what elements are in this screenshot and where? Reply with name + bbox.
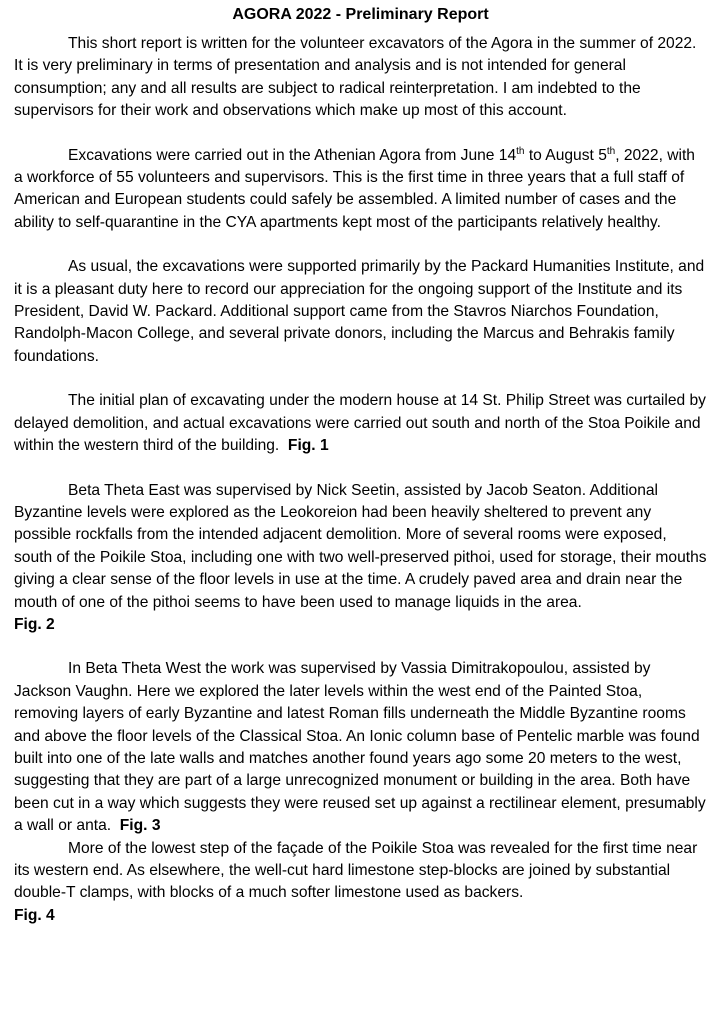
paragraph-excavation-dates [14,145,707,235]
fig-1-reference: Fig. 1 [287,437,329,455]
beta-theta-west-text: In Beta Theta West the work was supervised by Vassia Dimitrakopoulou, assisted by Jackson Vaughn. Here we explored the later levels within the west end of the Painted Stoa, removing layers of early Byzantine and latest Roman fills underneath the Middle Byzantine rooms and above the floor levels of the Classical Stoa. An Ionic column base of Pentelic marble was found built into one of the late walls and matches another found years ago some 20 meters to the west, suggesting that they are part of a large unrecognized monument or building in the area. Both have been cut in a way which suggests they were reused set up against a rectilinear element, presumably a wall or anta. [14,660,706,835]
fig-4-reference: Fig. 4 [14,906,55,924]
dates-text-c: , 2022, with a workforce of 55 volunteers and supervisors. This is the first time in three years that a full staff of American and European students could safely be assembled. A limited number of cases and the ability to self-quarantine in the CYA apartments kept most of the participants relatively healthy. [14,146,695,231]
superscript-th-2: th [606,145,616,157]
fig-2-reference: Fig. 2 [14,615,55,633]
fig-3-reference: Fig. 3 [119,817,161,835]
paragraph-beta-theta-west [14,658,707,837]
dates-text-a: Excavations were carried out in the Athenian Agora from June 14 [68,146,517,164]
paragraph-initial-plan [14,390,707,457]
paragraph-poikile-step: More of the lowest step of the façade of the Poikile Stoa was revealed for the first time near its western end. As elsewhere, the well-cut hard limestone step-blocks are joined by substantial double-T clamps, with blocks of a much softer limestone used as backers. [14,839,698,902]
superscript-th-1: th [516,145,525,157]
report-title: AGORA 2022 - Preliminary Report [232,6,489,23]
paragraph-beta-theta-east: Beta Theta East was supervised by Nick Seetin, assisted by Jacob Seaton. Additional Byzantine levels were explored as the Leokoreion had been heavily sheltered to prevent any possible rockfalls from the intended adjacent demolition. More of several rooms were exposed, south of the Poikile Stoa, including one with two well-preserved pithoi, used for storage, their mouths giving a clear sense of the floor levels in use at the time. A crudely paved area and drain near the mouth of one of the pithoi seems to have been used to manage liquids in the area. [14,481,707,611]
paragraph-intro: This short report is written for the volunteer excavators of the Agora in the summer of 2022. It is very preliminary in terms of presentation and analysis and is not intended for general consumption; any and all results are subject to radical reinterpretation. I am indebted to the supervisors for their work and observations which make up most of this account. [14,35,697,120]
dates-text-b: to August 5 [524,146,607,164]
initial-plan-text: The initial plan of excavating under the modern house at 14 St. Philip Street was curtailed by delayed demolition, and actual excavations were carried out south and north of the Stoa Poikile and within the western third of the building. [14,392,706,455]
paragraph-support: As usual, the excavations were supported primarily by the Packard Humanities Institute, and it is a pleasant duty here to record our appreciation for the ongoing support of the Institute and its President, David W. Packard. Additional support came from the Stavros Niarchos Foundation, Randolph-Macon College, and several private donors, including the Marcus and Behrakis family foundations. [14,258,705,365]
